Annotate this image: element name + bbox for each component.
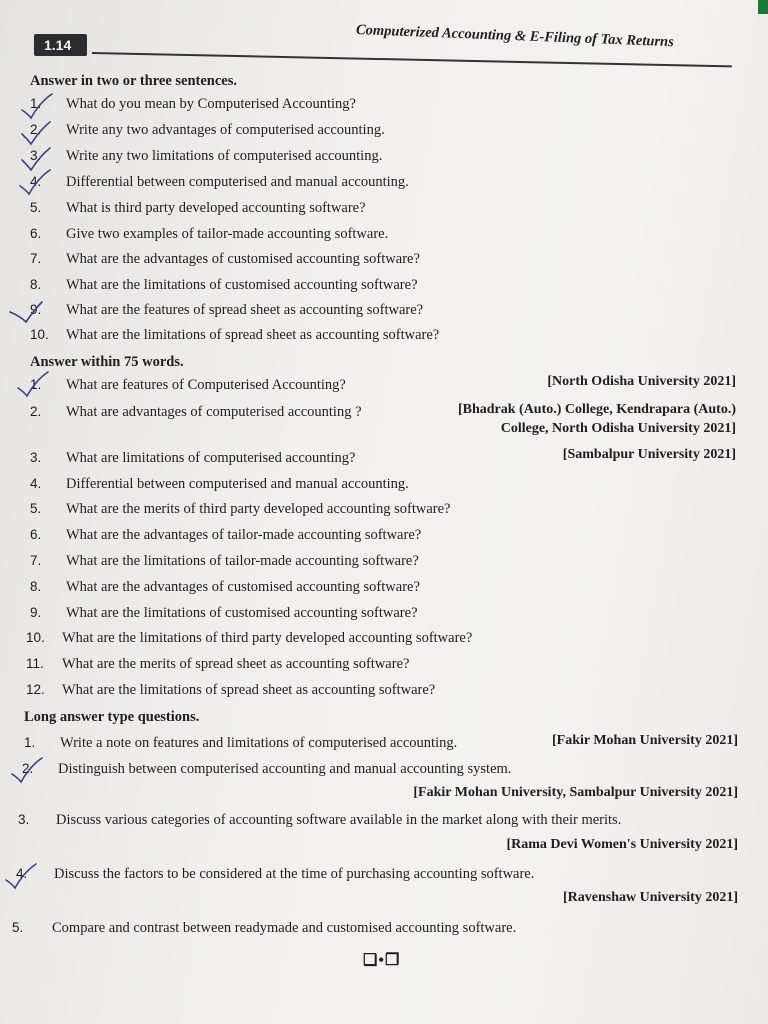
question-text: What are features of Computerised Accounting?	[66, 377, 346, 393]
question-number: 2.	[30, 122, 42, 137]
page-number-badge: 1.14	[34, 34, 87, 56]
pen-tick-mark-icon	[2, 862, 38, 892]
question-text: What is third party developed accounting software?	[66, 200, 366, 216]
question-number: 4.	[30, 476, 42, 491]
question-number: 4.	[30, 174, 42, 189]
pen-tick-mark-icon	[8, 296, 44, 326]
question-text: What are the limitations of tailor-made accounting software?	[66, 553, 419, 569]
question-text: What are the limitations of spread sheet as accounting software?	[62, 682, 436, 698]
pen-tick-mark-icon	[14, 370, 50, 400]
section-title-short: Answer in two or three sentences.	[30, 73, 238, 89]
section-title-long: Long answer type questions.	[24, 709, 200, 725]
question-text: Compare and contrast between readymade and customised accounting software.	[52, 920, 517, 936]
end-of-chapter-ornament: ❑•❒	[363, 952, 401, 969]
question-number: 10.	[26, 630, 45, 645]
question-number: 11.	[26, 656, 44, 671]
header-rule	[92, 52, 732, 67]
question-number: 1.	[24, 735, 36, 750]
university-citation: [Fakir Mohan University 2021]	[551, 733, 738, 748]
question-number: 4.	[16, 866, 28, 881]
corner-tab-mark	[758, 0, 768, 14]
question-number: 10.	[30, 327, 49, 342]
question-text: Write any two limitations of computerised accounting.	[66, 148, 383, 164]
question-text: What do you mean by Computerised Accounting?	[66, 96, 356, 112]
question-number: 3.	[30, 148, 42, 163]
question-text: Discuss various categories of accounting software available in the market along with their merits.	[56, 812, 622, 828]
question-text: What are the advantages of tailor-made accounting software?	[66, 527, 422, 543]
university-citation-continued: College, North Odisha University 2021]	[500, 421, 736, 436]
question-text: Write any two advantages of computerised accounting.	[66, 122, 385, 138]
question-text: What are the limitations of customised accounting software?	[66, 605, 418, 621]
running-title: Computerized Accounting & E-Filing of Tax Returns	[355, 22, 675, 51]
question-number: 8.	[30, 277, 42, 292]
question-number: 2.	[30, 404, 42, 419]
question-text: Write a note on features and limitations of computerised accounting.	[60, 735, 458, 751]
question-text: What are limitations of computerised accounting?	[66, 450, 356, 466]
question-number: 12.	[26, 682, 45, 697]
question-text: What are the merits of spread sheet as accounting software?	[62, 656, 410, 672]
question-number: 3.	[30, 450, 42, 465]
university-citation: [Fakir Mohan University, Sambalpur University 2021]	[413, 785, 738, 800]
question-number: 3.	[18, 812, 30, 827]
question-number: 8.	[30, 579, 42, 594]
question-number: 5.	[30, 200, 42, 215]
question-number: 5.	[12, 920, 24, 935]
question-number: 7.	[30, 251, 42, 266]
question-number: 6.	[30, 226, 42, 241]
question-text: What are the merits of third party developed accounting software?	[66, 501, 451, 517]
question-number: 2.	[22, 761, 34, 776]
question-text: What are advantages of computerised accounting ?	[66, 404, 362, 420]
question-text: Discuss the factors to be considered at the time of purchasing accounting software.	[54, 866, 535, 882]
question-text: What are the advantages of customised accounting software?	[66, 579, 420, 595]
question-number: 1.	[30, 377, 42, 392]
university-citation: [Sambalpur University 2021]	[562, 447, 736, 462]
question-text: Differential between computerised and manual accounting.	[66, 476, 409, 492]
question-text: Distinguish between computerised accounting and manual accounting system.	[58, 761, 512, 777]
pen-tick-mark-icon	[16, 168, 52, 198]
question-number: 9.	[30, 302, 42, 317]
question-number: 1.	[30, 96, 42, 111]
question-text: What are the limitations of third party developed accounting software?	[62, 630, 473, 646]
question-text: What are the features of spread sheet as accounting software?	[66, 302, 424, 318]
pen-tick-mark-icon	[8, 756, 44, 786]
question-number: 9.	[30, 605, 42, 620]
question-number: 7.	[30, 553, 42, 568]
section-title-75-words: Answer within 75 words.	[30, 354, 184, 370]
question-number: 5.	[30, 501, 42, 516]
university-citation: [Ravenshaw University 2021]	[563, 890, 738, 905]
question-number: 6.	[30, 527, 42, 542]
question-text: What are the limitations of customised accounting software?	[66, 277, 418, 293]
university-citation: [North Odisha University 2021]	[547, 374, 736, 389]
question-text: Differential between computerised and manual accounting.	[66, 174, 409, 190]
question-text: Give two examples of tailor-made accounting software.	[66, 226, 389, 242]
university-citation: [Bhadrak (Auto.) College, Kendrapara (Auto.)	[457, 402, 736, 417]
question-text: What are the limitations of spread sheet as accounting software?	[66, 327, 440, 343]
university-citation: [Rama Devi Women's University 2021]	[506, 837, 738, 852]
question-text: What are the advantages of customised accounting software?	[66, 251, 420, 267]
